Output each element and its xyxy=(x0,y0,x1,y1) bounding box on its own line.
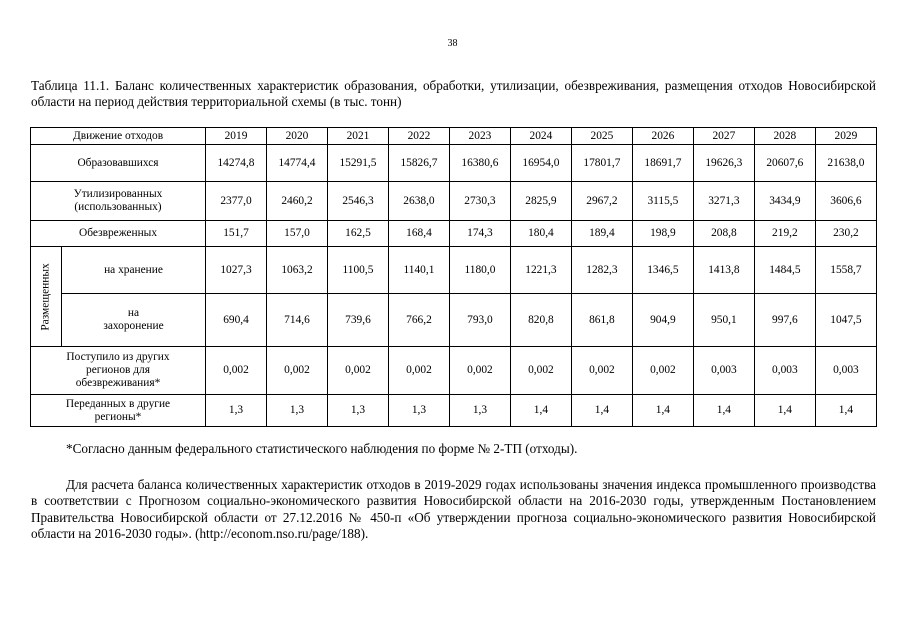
table-cell: 19626,3 xyxy=(693,145,754,182)
table-cell: 1346,5 xyxy=(632,247,693,294)
table-cell: 2638,0 xyxy=(388,182,449,221)
table-cell: 15291,5 xyxy=(327,145,388,182)
table-cell: 21638,0 xyxy=(815,145,876,182)
table-cell: 1558,7 xyxy=(815,247,876,294)
table-cell: 861,8 xyxy=(571,294,632,347)
table-cell: 208,8 xyxy=(693,221,754,247)
table-cell: 151,7 xyxy=(206,221,267,247)
table-cell: 2825,9 xyxy=(510,182,571,221)
table-cell: 1,3 xyxy=(267,395,328,427)
table-cell: 997,6 xyxy=(754,294,815,347)
body-paragraph: Для расчета баланса количественных характеристик отходов в 2019-2029 годах использованы значения индекса промышленного производства в соответствии с Прогнозом социально-экономического развития Новосибирской области на 2016-2030 годы, утвержденным Постановлением Правительства Новосибирской области от 27.12.2016 № 450-п «Об утверждении прогноза социально-экономического развития Новосибирской области на 2016-2030 годы». (http://econom.nso.ru/page/188). xyxy=(31,477,876,542)
table-cell: 0,002 xyxy=(571,347,632,395)
table-cell: 20607,6 xyxy=(754,145,815,182)
table-cell: 1,4 xyxy=(815,395,876,427)
table-cell: 1413,8 xyxy=(693,247,754,294)
table-row xyxy=(31,221,877,247)
table-caption: Таблица 11.1. Баланс количественных характеристик образования, обработки, утилизации, обезвреживания, размещения отходов Новосибирской области на период действия территориальной схемы (в тыс. тонн) xyxy=(31,78,876,109)
year-header: 2022 xyxy=(388,128,449,145)
table-cell: 14774,4 xyxy=(267,145,328,182)
table-cell: 1,4 xyxy=(693,395,754,427)
table-cell: 1027,3 xyxy=(206,247,267,294)
row-label: на захоронение xyxy=(62,294,206,347)
table-cell: 16954,0 xyxy=(510,145,571,182)
table-cell: 168,4 xyxy=(388,221,449,247)
table-cell: 180,4 xyxy=(510,221,571,247)
row-label: Переданных в другие регионы* xyxy=(31,395,206,427)
table-cell: 0,002 xyxy=(510,347,571,395)
row-label: Поступило из других регионов для обезвреживания* xyxy=(31,347,206,395)
table-row xyxy=(31,182,877,221)
table-row xyxy=(31,395,877,427)
year-header: 2020 xyxy=(267,128,328,145)
group-label: Размещенных xyxy=(39,262,52,331)
row-label: Обезвреженных xyxy=(31,221,206,247)
table-cell: 0,002 xyxy=(449,347,510,395)
year-header: 2024 xyxy=(510,128,571,145)
table-cell: 820,8 xyxy=(510,294,571,347)
table-cell: 15826,7 xyxy=(388,145,449,182)
table-row xyxy=(31,247,877,294)
table-cell: 189,4 xyxy=(571,221,632,247)
table-cell: 1,3 xyxy=(327,395,388,427)
group-label-cell xyxy=(31,247,62,347)
table-cell: 1,3 xyxy=(449,395,510,427)
table-cell: 950,1 xyxy=(693,294,754,347)
table-cell: 1484,5 xyxy=(754,247,815,294)
row-label: Образовавшихся xyxy=(31,145,206,182)
table-cell: 1221,3 xyxy=(510,247,571,294)
table-cell: 904,9 xyxy=(632,294,693,347)
table-cell: 18691,7 xyxy=(632,145,693,182)
table-cell: 739,6 xyxy=(327,294,388,347)
table-cell: 1,4 xyxy=(510,395,571,427)
table-cell: 1,3 xyxy=(206,395,267,427)
year-header: 2029 xyxy=(815,128,876,145)
table-cell: 1,4 xyxy=(754,395,815,427)
table-row xyxy=(31,145,877,182)
page-number: 38 xyxy=(447,38,458,49)
table-header-row xyxy=(31,128,877,145)
year-header: 2028 xyxy=(754,128,815,145)
table-cell: 766,2 xyxy=(388,294,449,347)
table-cell: 1047,5 xyxy=(815,294,876,347)
table-row xyxy=(31,347,877,395)
table-cell: 793,0 xyxy=(449,294,510,347)
table-cell: 1100,5 xyxy=(327,247,388,294)
table-cell: 174,3 xyxy=(449,221,510,247)
table-cell: 3606,6 xyxy=(815,182,876,221)
table-row xyxy=(31,294,877,347)
table-cell: 3434,9 xyxy=(754,182,815,221)
year-header: 2027 xyxy=(693,128,754,145)
table-cell: 2967,2 xyxy=(571,182,632,221)
year-header: 2021 xyxy=(327,128,388,145)
table-cell: 1140,1 xyxy=(388,247,449,294)
header-label: Движение отходов xyxy=(31,128,206,145)
table-cell: 219,2 xyxy=(754,221,815,247)
table-cell: 3115,5 xyxy=(632,182,693,221)
table-cell: 1,4 xyxy=(571,395,632,427)
table-cell: 0,003 xyxy=(693,347,754,395)
table-cell: 17801,7 xyxy=(571,145,632,182)
table-cell: 714,6 xyxy=(267,294,328,347)
year-header: 2025 xyxy=(571,128,632,145)
year-header: 2019 xyxy=(206,128,267,145)
table-cell: 16380,6 xyxy=(449,145,510,182)
table-cell: 690,4 xyxy=(206,294,267,347)
table-cell: 0,002 xyxy=(267,347,328,395)
table-cell: 1180,0 xyxy=(449,247,510,294)
table-cell: 1,3 xyxy=(388,395,449,427)
year-header: 2026 xyxy=(632,128,693,145)
waste-balance-table xyxy=(30,127,877,427)
table-cell: 0,003 xyxy=(754,347,815,395)
table-cell: 1282,3 xyxy=(571,247,632,294)
table-cell: 1063,2 xyxy=(267,247,328,294)
table-cell: 14274,8 xyxy=(206,145,267,182)
table-cell: 0,002 xyxy=(206,347,267,395)
table-cell: 0,002 xyxy=(327,347,388,395)
table-cell: 0,003 xyxy=(815,347,876,395)
table-cell: 3271,3 xyxy=(693,182,754,221)
table-cell: 162,5 xyxy=(327,221,388,247)
table-cell: 157,0 xyxy=(267,221,328,247)
table-cell: 2377,0 xyxy=(206,182,267,221)
table-cell: 2730,3 xyxy=(449,182,510,221)
table-cell: 0,002 xyxy=(388,347,449,395)
year-header: 2023 xyxy=(449,128,510,145)
row-label: Утилизированных (использованных) xyxy=(31,182,206,221)
table-cell: 1,4 xyxy=(632,395,693,427)
table-footnote: *Согласно данным федерального статистического наблюдения по форме № 2-ТП (отходы). xyxy=(66,441,578,456)
table-cell: 2546,3 xyxy=(327,182,388,221)
table-cell: 0,002 xyxy=(632,347,693,395)
row-label: на хранение xyxy=(62,247,206,294)
table-cell: 2460,2 xyxy=(267,182,328,221)
table-cell: 198,9 xyxy=(632,221,693,247)
table-cell: 230,2 xyxy=(815,221,876,247)
